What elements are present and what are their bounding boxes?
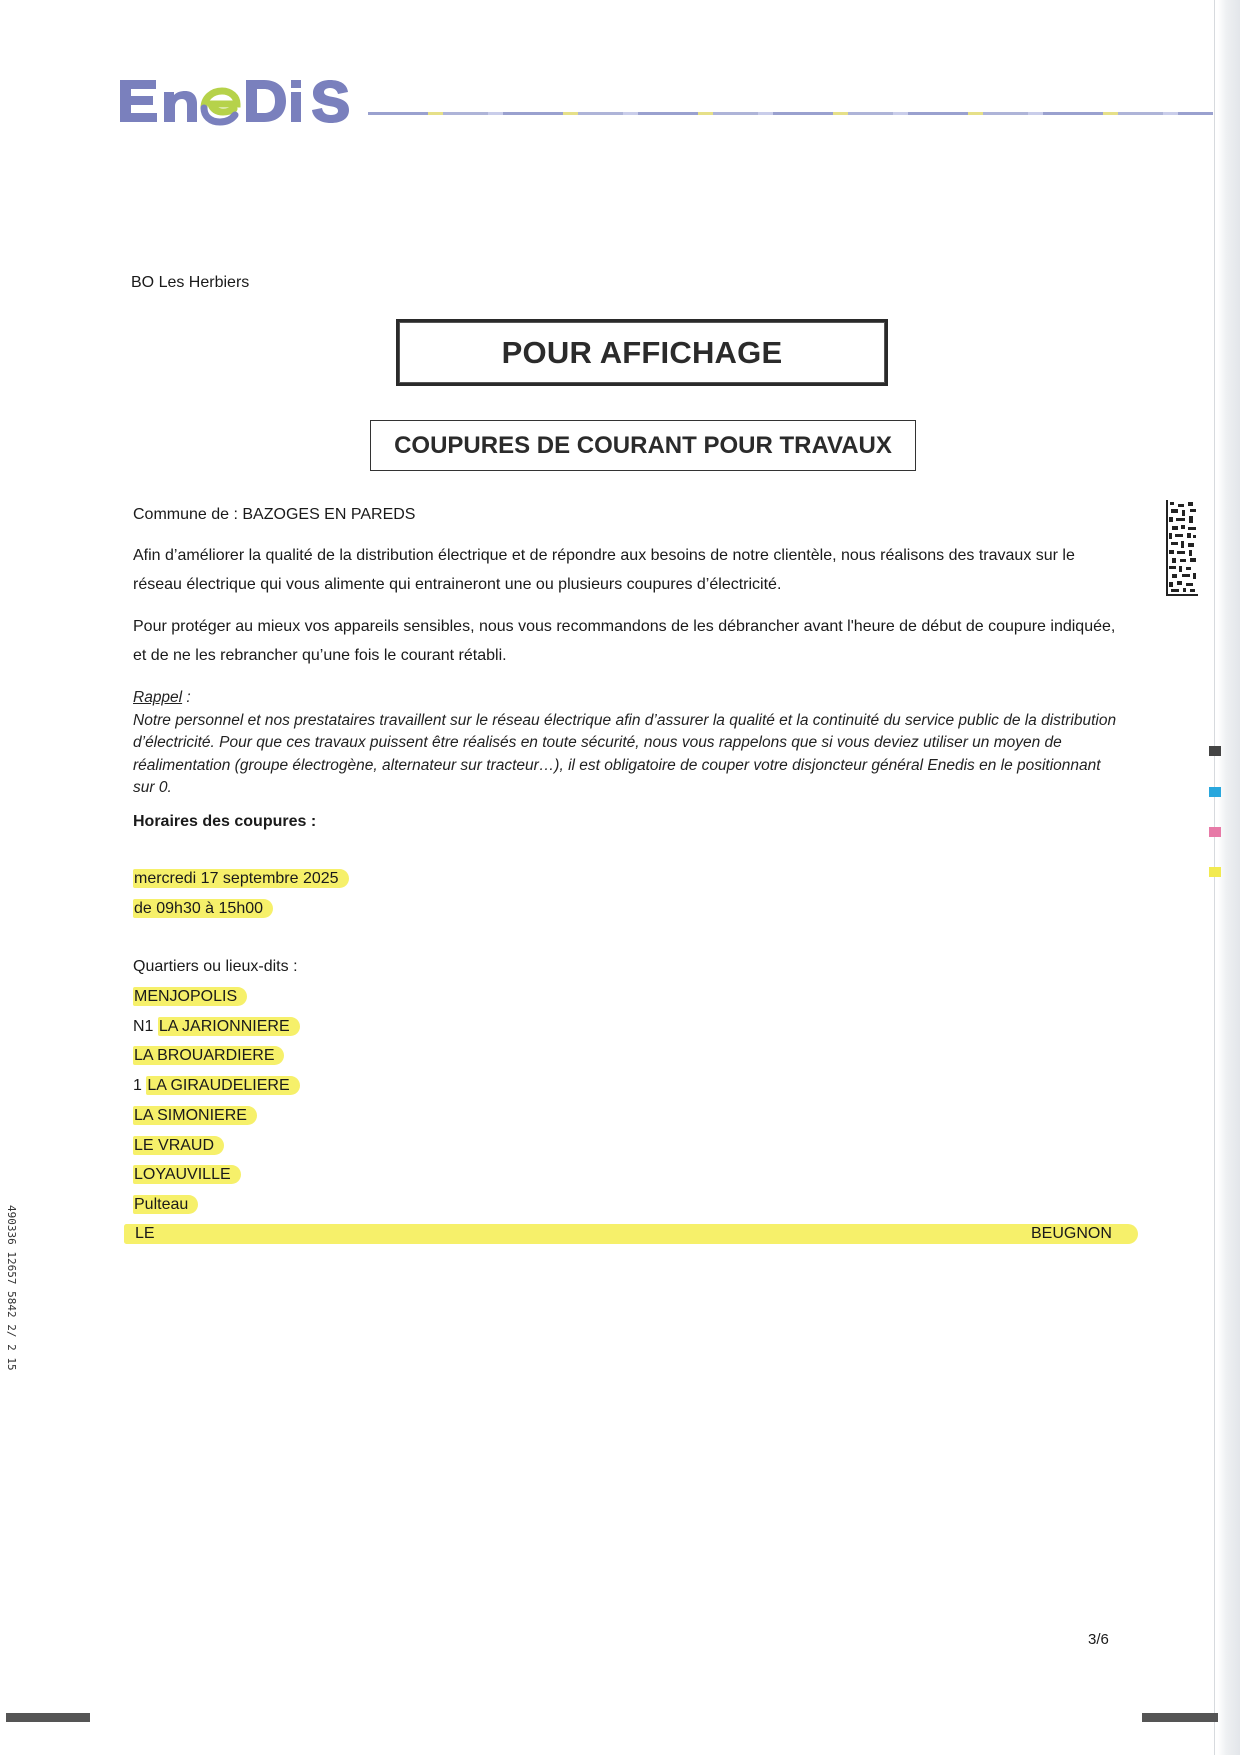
list-item-name: LA SIMONIERE: [133, 1106, 257, 1125]
sender-office: BO Les Herbiers: [131, 274, 250, 291]
intro-paragraph: Afin d’améliorer la qualité de la distribution électrique et de répondre aux besoins de notre clientèle, nous réalisons des travaux sur le réseau électrique qui vous alimente qui entraineront une ou plusieurs coupures d’électricité.: [133, 547, 1075, 593]
scan-bar-right: [1142, 1713, 1218, 1722]
horaires-title: Horaires des coupures :: [133, 813, 317, 830]
list-item: [133, 1047, 284, 1065]
highlight-bar: [124, 1224, 1138, 1244]
list-item: [133, 1196, 198, 1214]
quartiers-title: Quartiers ou lieux-dits :: [133, 958, 298, 975]
registration-mark-cyan: [1209, 787, 1221, 797]
subtitle-text: COUPURES DE COURANT POUR TRAVAUX: [394, 431, 892, 459]
list-item: [133, 1018, 300, 1036]
scan-bar-left: [6, 1713, 90, 1722]
list-item: [133, 1107, 257, 1125]
list-item: [133, 988, 247, 1006]
list-item: [133, 1137, 224, 1155]
commune-line: Commune de : BAZOGES EN PAREDS: [133, 506, 416, 523]
list-item-name: LOYAUVILLE: [133, 1165, 241, 1184]
list-item-prefix: N1: [133, 1018, 158, 1035]
list-item-last-left: LE: [135, 1225, 155, 1242]
rappel-heading: [133, 687, 1123, 710]
registration-mark-yellow: [1209, 867, 1221, 877]
list-item-name: Pulteau: [133, 1195, 198, 1214]
datamatrix-code: [1166, 500, 1198, 596]
rappel-label: Rappel: [133, 689, 183, 706]
list-item-name: MENJOPOLIS: [133, 987, 247, 1006]
logo-divider: [368, 112, 1213, 115]
registration-mark-magenta: [1209, 827, 1221, 837]
rappel-text: Notre personnel et nos prestataires travaillent sur le réseau électrique afin d’assurer la qualité et la continuité du service public de la distribution d’électricité. Pour que ces travaux puissent être réalisés en toute sécurité, nous vous rappelons que si vous deviez utiliser un moyen de réalimentation (groupe électrogène, alternateur sur tracteur…), il est obligatoire de couper votre disjoncteur général Enedis en le positionnant sur 0.: [133, 711, 1117, 796]
list-item-name: LE VRAUD: [133, 1136, 224, 1155]
advice-paragraph: Pour protéger au mieux vos appareils sensibles, nous vous recommandons de les débrancher avant l'heure de début de coupure indiquée, et de ne les rebrancher qu’une fois le courant rétabli.: [133, 618, 1116, 664]
list-item: [133, 1166, 241, 1184]
page-number: 3/6: [1088, 1631, 1109, 1648]
list-item-last-right: BEUGNON: [1031, 1225, 1112, 1242]
list-item-name: LA GIRAUDELIERE: [146, 1076, 299, 1095]
list-item-name: LA BROUARDIERE: [133, 1046, 284, 1065]
registration-mark-black: [1209, 746, 1221, 756]
outage-date: [133, 870, 349, 888]
scan-edge-line: [1214, 0, 1215, 1755]
outage-date-text: mercredi 17 septembre 2025: [133, 869, 349, 888]
list-item-prefix: 1: [133, 1077, 147, 1094]
list-item-name: LA JARIONNIERE: [158, 1017, 300, 1036]
outage-hours: [133, 900, 273, 918]
title-box: [396, 319, 888, 386]
subtitle-box: [370, 420, 916, 471]
title-text: POUR AFFICHAGE: [501, 334, 783, 370]
rappel-label-suffix: :: [182, 689, 191, 706]
enedis-logo: [118, 72, 358, 130]
list-item: [133, 1077, 300, 1095]
outage-hours-text: de 09h30 à 15h00: [133, 899, 273, 918]
side-tracking-text: 490336 12657 5842 2/ 2 15: [5, 1205, 18, 1371]
side-tracking-code: [4, 1205, 22, 1405]
scan-edge-shadow: [1218, 0, 1240, 1755]
rappel-section: [133, 687, 1123, 800]
